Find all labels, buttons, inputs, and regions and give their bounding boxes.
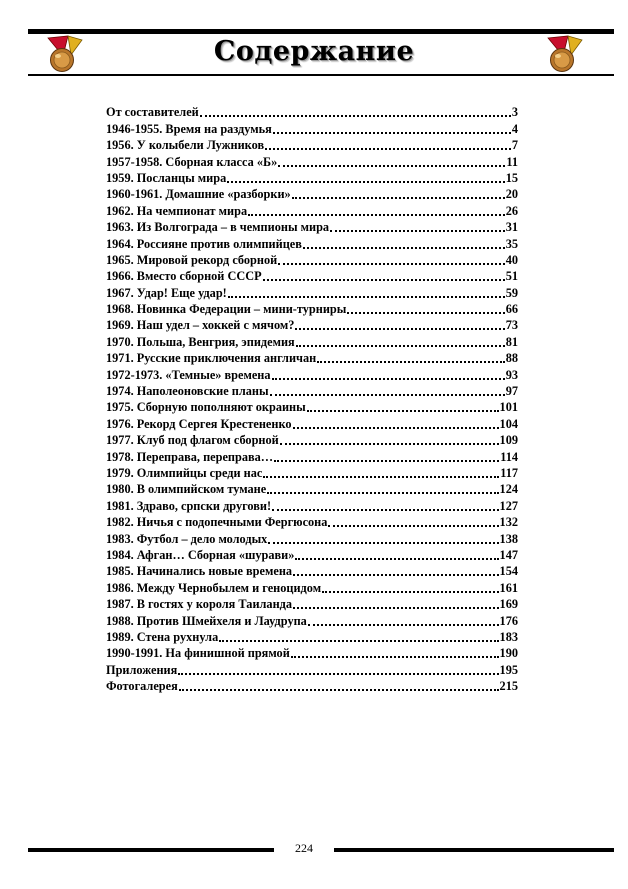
- toc-entry-title: 1975. Сборную пополняют окраины: [106, 400, 306, 415]
- toc-entry-title: 1990-1991. На финишной прямой: [106, 646, 290, 661]
- toc-entry-page: 124: [499, 482, 518, 497]
- toc-dot-leader: [295, 328, 504, 330]
- table-of-contents: [106, 104, 518, 694]
- page-title: Содержание: [213, 36, 415, 67]
- toc-dot-leader: [272, 378, 505, 380]
- toc-entry[interactable]: [106, 563, 518, 579]
- toc-entry-title: 1979. Олимпийцы среди нас: [106, 465, 263, 480]
- toc-dot-leader: [307, 410, 499, 412]
- toc-dot-leader: [322, 591, 498, 593]
- toc-entry-page: 81: [505, 334, 518, 349]
- toc-entry[interactable]: [106, 104, 518, 120]
- toc-dot-leader: [293, 427, 499, 429]
- toc-dot-leader: [328, 525, 498, 527]
- toc-entry-page: 132: [499, 515, 518, 530]
- toc-dot-leader: [280, 443, 499, 445]
- toc-entry-page: 35: [505, 236, 518, 251]
- toc-entry[interactable]: [106, 645, 518, 661]
- toc-dot-leader: [273, 132, 511, 134]
- toc-entry-title: 1985. Начинались новые времена: [106, 564, 293, 579]
- toc-entry-title: Фотогалерея: [106, 679, 178, 694]
- toc-entry-page: 88: [505, 351, 518, 366]
- toc-entry-title: 1956. У колыбели Лужников: [106, 138, 265, 153]
- toc-entry-title: От составителей: [106, 105, 199, 120]
- toc-entry-page: 51: [505, 269, 518, 284]
- footer-rule-left: [28, 848, 274, 852]
- toc-dot-leader: [295, 558, 498, 560]
- toc-dot-leader: [227, 181, 504, 183]
- toc-entry-title: 1967. Удар! Еще удар!: [106, 285, 227, 300]
- toc-dot-leader: [303, 247, 505, 249]
- toc-entry-title: 1983. Футбол – дело молодых: [106, 531, 268, 546]
- toc-entry-title: 1982. Ничья с подопечными Фергюсона: [106, 515, 328, 530]
- toc-entry-page: 4: [511, 121, 518, 136]
- toc-dot-leader: [200, 115, 511, 117]
- toc-entry[interactable]: [106, 514, 518, 530]
- toc-dot-leader: [263, 476, 499, 478]
- toc-entry[interactable]: [106, 333, 518, 349]
- toc-entry-title: 1987. В гостях у короля Таиланда: [106, 597, 293, 612]
- footer-rule-right: [334, 848, 614, 852]
- toc-entry[interactable]: [106, 465, 518, 481]
- toc-dot-leader: [292, 197, 505, 199]
- toc-entry[interactable]: [106, 612, 518, 628]
- toc-dot-leader: [278, 263, 504, 265]
- toc-entry[interactable]: [106, 284, 518, 300]
- toc-entry[interactable]: [106, 252, 518, 268]
- toc-entry-page: 127: [499, 498, 518, 513]
- toc-entry-title: 1976. Рекорд Сергея Крестененко: [106, 416, 292, 431]
- toc-dot-leader: [265, 148, 511, 150]
- toc-entry-page: 104: [499, 416, 518, 431]
- toc-dot-leader: [267, 492, 498, 494]
- toc-entry-title: 1969. Наш удел – хоккей с мячом?: [106, 318, 295, 333]
- toc-entry-title: 1965. Мировой рекорд сборной: [106, 252, 278, 267]
- toc-dot-leader: [274, 460, 499, 462]
- toc-entry-page: 66: [505, 302, 518, 317]
- toc-dot-leader: [291, 656, 499, 658]
- toc-dot-leader: [278, 165, 505, 167]
- page-number: 224: [295, 841, 313, 855]
- toc-entry-title: 1972-1973. «Темные» времена: [106, 367, 271, 382]
- toc-entry[interactable]: [106, 350, 518, 366]
- toc-entry[interactable]: [106, 399, 518, 415]
- toc-entry-title: 1978. Переправа, переправа…: [106, 449, 274, 464]
- toc-entry[interactable]: [106, 678, 518, 694]
- toc-entry-title: 1980. В олимпийском тумане: [106, 482, 267, 497]
- toc-entry-page: 161: [499, 580, 518, 595]
- toc-entry-page: 59: [505, 285, 518, 300]
- toc-entry-title: 1989. Стена рухнула: [106, 629, 219, 644]
- toc-dot-leader: [317, 361, 505, 363]
- toc-entry-title: 1964. Россияне против олимпийцев: [106, 236, 302, 251]
- toc-entry-page: 138: [499, 531, 518, 546]
- toc-entry-page: 26: [505, 203, 518, 218]
- toc-dot-leader: [178, 673, 498, 675]
- toc-entry[interactable]: [106, 235, 518, 251]
- toc-entry-page: 101: [499, 400, 518, 415]
- toc-entry[interactable]: [106, 120, 518, 136]
- toc-dot-leader: [330, 230, 505, 232]
- toc-entry[interactable]: [106, 268, 518, 284]
- toc-entry[interactable]: [106, 629, 518, 645]
- toc-entry-title: 1986. Между Чернобылем и геноцидом: [106, 580, 322, 595]
- toc-entry-title: 1962. На чемпионат мира: [106, 203, 248, 218]
- toc-dot-leader: [272, 509, 498, 511]
- toc-entry[interactable]: [106, 186, 518, 202]
- toc-entry-title: 1977. Клуб под флагом сборной: [106, 433, 279, 448]
- toc-dot-leader: [219, 640, 498, 642]
- toc-entry-page: 154: [499, 564, 518, 579]
- toc-entry-page: 176: [499, 613, 518, 628]
- toc-entry-page: 73: [505, 318, 518, 333]
- toc-dot-leader: [293, 607, 499, 609]
- toc-entry[interactable]: [106, 202, 518, 218]
- toc-entry-title: 1971. Русские приключения англичан: [106, 351, 317, 366]
- toc-dot-leader: [293, 574, 498, 576]
- toc-entry[interactable]: [106, 415, 518, 431]
- toc-dot-leader: [308, 624, 499, 626]
- toc-dot-leader: [248, 214, 505, 216]
- toc-entry-page: 114: [500, 449, 518, 464]
- toc-entry-title: Приложения: [106, 662, 178, 677]
- toc-entry-page: 31: [505, 220, 518, 235]
- toc-entry-title: 1960-1961. Домашние «разборки»: [106, 187, 291, 202]
- toc-entry-page: 3: [511, 105, 518, 120]
- toc-entry[interactable]: [106, 661, 518, 677]
- toc-entry[interactable]: [106, 170, 518, 186]
- toc-entry-title: 1966. Вместо сборной СССР: [106, 269, 262, 284]
- toc-entry[interactable]: [106, 137, 518, 153]
- toc-entry[interactable]: [106, 366, 518, 382]
- toc-entry-page: 190: [499, 646, 518, 661]
- toc-entry-page: 169: [499, 597, 518, 612]
- toc-entry[interactable]: [106, 153, 518, 169]
- toc-entry-page: 183: [499, 629, 518, 644]
- toc-entry[interactable]: [106, 432, 518, 448]
- toc-dot-leader: [270, 394, 505, 396]
- toc-entry[interactable]: [106, 547, 518, 563]
- toc-entry-page: 11: [506, 154, 518, 169]
- toc-entry-title: 1957-1958. Сборная класса «Б»: [106, 154, 278, 169]
- toc-entry-page: 40: [505, 252, 518, 267]
- toc-entry-title: 1963. Из Волгограда – в чемпионы мира: [106, 220, 330, 235]
- toc-dot-leader: [268, 542, 498, 544]
- toc-entry-page: 97: [505, 384, 518, 399]
- toc-entry-title: 1968. Новинка Федерации – мини-турниры: [106, 302, 347, 317]
- toc-dot-leader: [263, 279, 505, 281]
- toc-entry[interactable]: [106, 448, 518, 464]
- toc-dot-leader: [179, 689, 499, 691]
- toc-entry-page: 195: [499, 662, 518, 677]
- toc-entry-title: 1988. Против Шмейхеля и Лаудрупа: [106, 613, 307, 628]
- toc-entry-title: 1959. Посланцы мира: [106, 170, 227, 185]
- toc-dot-leader: [296, 345, 505, 347]
- toc-entry[interactable]: [106, 579, 518, 595]
- toc-entry-title: 1974. Наполеоновские планы: [106, 384, 269, 399]
- toc-entry-title: 1981. Здраво, српски другови!: [106, 498, 272, 513]
- toc-entry-title: 1946-1955. Время на раздумья: [106, 121, 272, 136]
- toc-entry[interactable]: [106, 530, 518, 546]
- header-bottom-rule: [28, 74, 614, 76]
- toc-entry-page: 117: [500, 465, 518, 480]
- toc-entry-page: 7: [511, 138, 518, 153]
- toc-entry[interactable]: [106, 317, 518, 333]
- toc-entry-page: 20: [505, 187, 518, 202]
- toc-dot-leader: [228, 296, 505, 298]
- toc-entry-page: 15: [505, 170, 518, 185]
- toc-dot-leader: [347, 312, 504, 314]
- toc-entry-page: 147: [499, 547, 518, 562]
- toc-entry-page: 93: [505, 367, 518, 382]
- toc-entry-title: 1984. Афган… Сборная «шурави»: [106, 547, 295, 562]
- toc-entry[interactable]: [106, 596, 518, 612]
- toc-entry-page: 109: [499, 433, 518, 448]
- medal-emblem-icon: [544, 35, 586, 73]
- toc-entry[interactable]: [106, 301, 518, 317]
- toc-entry[interactable]: [106, 219, 518, 235]
- toc-entry[interactable]: [106, 497, 518, 513]
- toc-entry-title: 1970. Польша, Венгрия, эпидемия: [106, 334, 295, 349]
- toc-entry-page: 215: [499, 679, 518, 694]
- toc-entry[interactable]: [106, 481, 518, 497]
- toc-entry[interactable]: [106, 383, 518, 399]
